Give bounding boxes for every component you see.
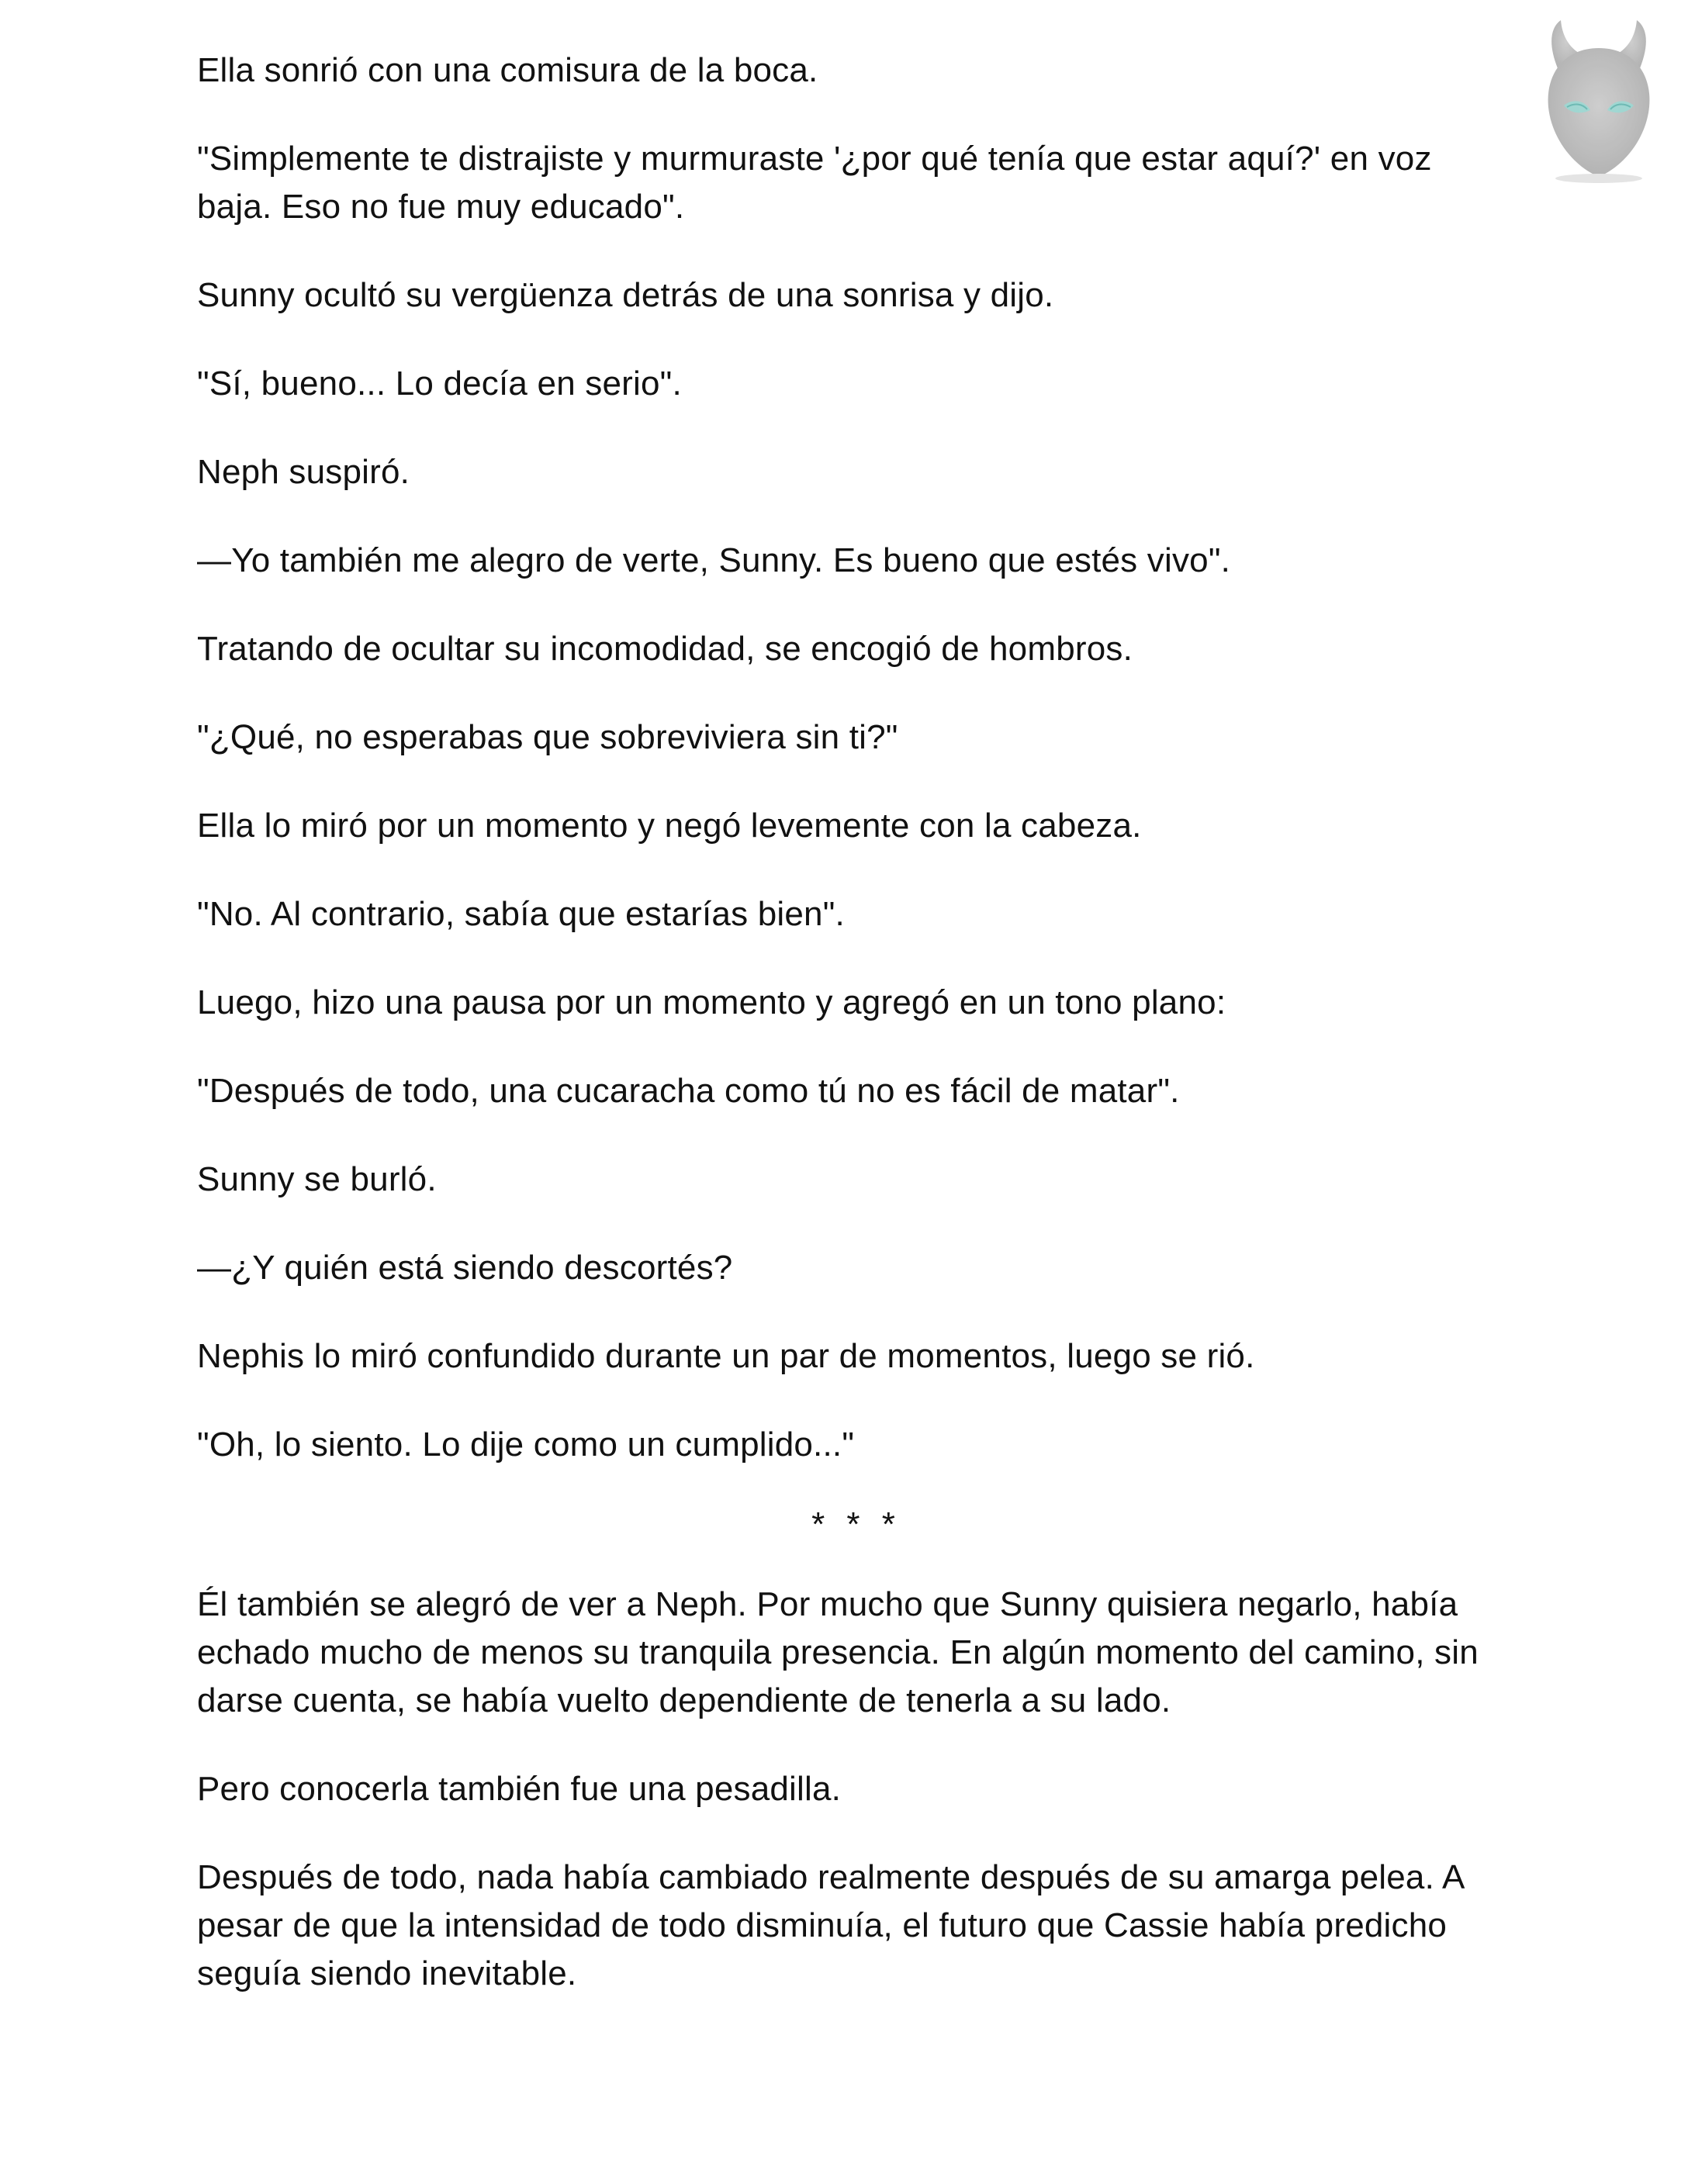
paragraph: "Sí, bueno... Lo decía en serio". <box>197 365 682 403</box>
paragraph: Sunny ocultó su vergüenza detrás de una sonrisa y dijo. <box>197 276 1054 314</box>
paragraph: Ella lo miró por un momento y negó levemente con la cabeza. <box>197 807 1142 845</box>
paragraph: Nephis lo miró confundido durante un par de momentos, luego se rió. <box>197 1337 1255 1375</box>
paragraph: Luego, hizo una pausa por un momento y agregó en un tono plano: <box>197 983 1226 1021</box>
paragraph: Neph suspiró. <box>197 453 410 491</box>
paragraph: Ella sonrió con una comisura de la boca. <box>197 51 818 89</box>
paragraph: "¿Qué, no esperabas que sobreviviera sin ti?" <box>197 718 898 756</box>
document-page <box>197 47 1516 2038</box>
paragraph: Pero conocerla también fue una pesadilla. <box>197 1770 842 1808</box>
paragraph: —¿Y quién está siendo descortés? <box>197 1249 733 1287</box>
paragraph: Tratando de ocultar su incomodidad, se encogió de hombros. <box>197 630 1133 668</box>
paragraph: —Yo también me alegro de verte, Sunny. Es bueno que estés vivo". <box>197 541 1231 579</box>
demon-head-logo-icon <box>1527 14 1671 185</box>
paragraph: "Después de todo, una cucaracha como tú no es fácil de matar". <box>197 1072 1180 1110</box>
scene-separator: * * * <box>811 1505 901 1543</box>
paragraph: Sunny se burló. <box>197 1160 437 1198</box>
paragraph: Él también se alegró de ver a Neph. Por mucho que Sunny quisiera negarlo, había echado mucho de menos su tranquila presencia. En algún momento del camino, sin darse cuenta, se había vuelto dependiente de tenerla a su lado. <box>197 1585 1479 1719</box>
paragraph: "Oh, lo siento. Lo dije como un cumplido..." <box>197 1425 855 1463</box>
paragraph: "No. Al contrario, sabía que estarías bien". <box>197 895 845 933</box>
paragraph: Después de todo, nada había cambiado realmente después de su amarga pelea. A pesar de que la intensidad de todo disminuía, el futuro que Cassie había predicho seguía siendo inevitable. <box>197 1858 1464 1992</box>
paragraph: "Simplemente te distrajiste y murmuraste '¿por qué tenía que estar aquí?' en voz baja. Eso no fue muy educado". <box>197 140 1432 226</box>
